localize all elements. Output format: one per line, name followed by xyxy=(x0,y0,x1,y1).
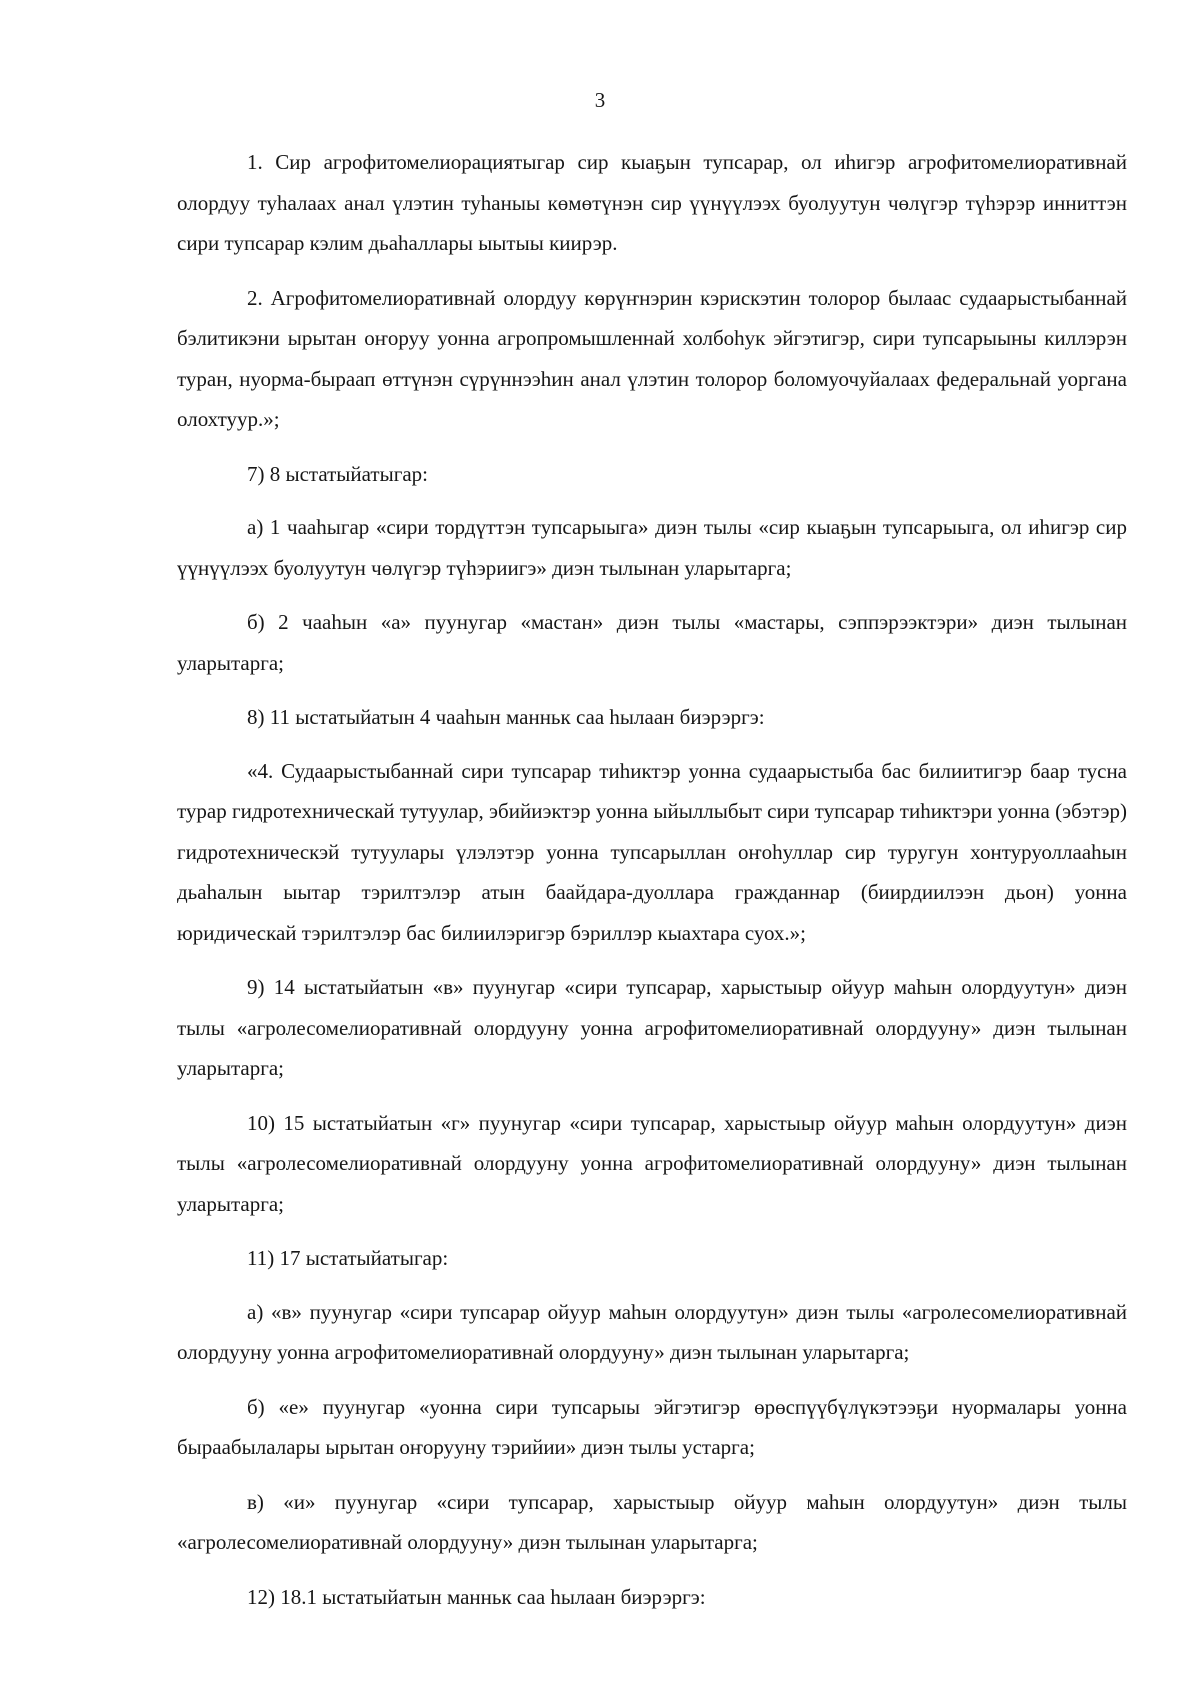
paragraph-5: б) 2 чааһын «а» пуунугар «мастан» диэн тылы «мастары, сэппэрээктэри» диэн тылынан уларытарга; xyxy=(177,610,1127,675)
paragraph-13: в) «и» пуунугар «сири тупсарар, харыстыыр ойуур маһын олордуутун» диэн тылы «агролесомелиоративнай олордууну» диэн тылынан уларытарга; xyxy=(177,1489,1127,1554)
paragraph-7: «4. Судаарыстыбаннай сири тупсарар тиһиктэр уонна судаарыстыба бас билиитигэр баар тусна турар гидротехническай тутуулар, эбийиэктэр уонна ыйыллыбыт сири тупсарар тиһиктэри уонна (эбэтэр) гидротехническэй тутуулары үлэлэтэр уонна тупсарыллан оҥоһуллар сир туругун хонтуруоллааһын дьаһалын ыытар тэрилтэлэр атын баайдара-дуоллара гражданнар (биирдиилээн дьон) уонна юридическай тэрилтэлэр бас билиилэригэр бэриллэр кыахтара суох.»; xyxy=(177,758,1127,945)
paragraph-12: б) «е» пуунугар «уонна сири тупсарыы эйгэтигэр өрөспүүбүлүкэтээҕи нуормалары уонна быраабылалары ырытан оҥорууну тэрийии» диэн тылы устарга; xyxy=(177,1394,1127,1459)
paragraph-8: 9) 14 ыстатыйатын «в» пуунугар «сири тупсарар, харыстыыр ойуур маһын олордуутун» диэн тылы «агролесомелиоративнай олордууну уонна агрофитомелиоративнай олордууну» диэн тылынан уларытарга; xyxy=(177,975,1127,1080)
paragraph-11: а) «в» пуунугар «сири тупсарар ойуур маһын олордуутун» диэн тылы «агролесомелиоративнай олордууну уонна агрофитомелиоративнай олордууну» диэн тылынан уларытарга; xyxy=(177,1299,1127,1364)
paragraph-14: 12) 18.1 ыстатыйатын манньк саа һылаан биэрэргэ: xyxy=(247,1584,706,1609)
document-body xyxy=(177,142,1127,1630)
page-number: 3 xyxy=(594,88,606,112)
paragraph-1: 1. Сир агрофитомелиорациятыгар сир кыаҕын тупсарар, ол иһигэр агрофитомелиоративнай олордуу туһалаах анал үлэтин туһаныы көмөтүнэн сир үүнүүлээх буолуутун чөлүгэр түһэрэр инниттэн сири тупсарар кэлим дьаһаллары ыытыы киирэр. xyxy=(177,150,1127,255)
paragraph-9: 10) 15 ыстатыйатын «г» пуунугар «сири тупсарар, харыстыыр ойуур маһын олордуутун» диэн тылы «агролесомелиоративнай олордууну уонна агрофитомелиоративнай олордууну» диэн тылынан уларытарга; xyxy=(177,1110,1127,1216)
paragraph-2: 2. Агрофитомелиоративнай олордуу көрүҥнэрин кэрискэтин толорор былаас судаарыстыбаннай бэлитикэни ырытан оҥоруу уонна агропромышленнай холбоһук эйгэтигэр, сири тупсарыыны киллэрэн туран, нуорма-быраап өттүнэн сүрүннээһин анал үлэтин толорор боломуочуйалаах федеральнай уоргана олохтуур.»; xyxy=(177,285,1127,431)
paragraph-3: 7) 8 ыстатыйатыгар: xyxy=(247,461,428,486)
paragraph-10: 11) 17 ыстатыйатыгар: xyxy=(247,1246,449,1270)
paragraph-4: а) 1 чааһыгар «сири тордүттэн тупсарыыга» диэн тылы «сир кыаҕын тупсарыыга, ол иһигэр сир үүнүүлээх буолуутун чөлүгэр түһэриигэ» диэн тылынан уларытарга; xyxy=(177,515,1127,580)
paragraph-6: 8) 11 ыстатыйатын 4 чааһын манньк саа һылаан биэрэргэ: xyxy=(247,705,765,729)
